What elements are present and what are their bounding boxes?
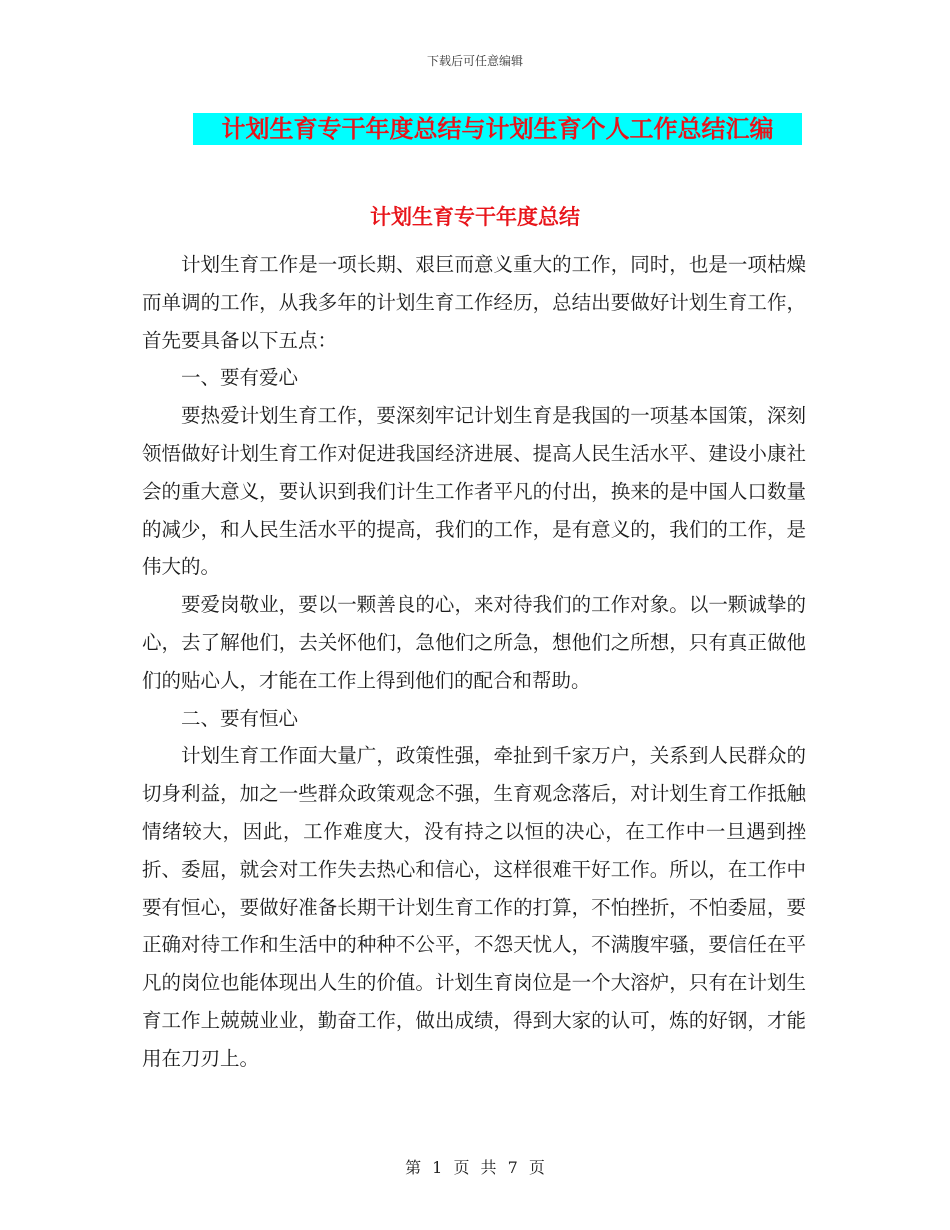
heading-perseverance: 二、要有恒心 [181, 706, 299, 730]
paragraph-intro: 计划生育工作是一项长期、艰巨而意义重大的工作，同时，也是一项枯燥而单调的工作，从我多年的计划生育工作经历，总结出要做好计划生育工作，首先要具备以下五点： [142, 253, 806, 352]
paragraph-perseverance: 计划生育工作面大量广，政策性强，牵扯到千家万户，关系到人民群众的切身利益，加之一些群众政策观念不强，生育观念落后，对计划生育工作抵触情绪较大，因此，工作难度大，没有持之以恒的决心，在工作中一旦遇到挫折、委屈，就会对工作失去热心和信心，这样很难干好工作。所以，在工作中要有恒心，要做好准备长期干计划生育工作的打算，不怕挫折，不怕委屈，要正确对待工作和生活中的种种不公平，不怨天忧人，不满腹牢骚，要信任在平凡的岗位也能体现出人生的价值。计划生育岗位是一个大溶炉，只有在计划生育工作上兢兢业业，勤奋工作，做出成绩，得到大家的认可，炼的好钢，才能用在刀刃上。 [142, 744, 806, 1070]
heading-love: 一、要有爱心 [181, 366, 299, 390]
paragraph-love-2: 要爱岗敬业，要以一颗善良的心，来对待我们的工作对象。以一颗诚挚的心，去了解他们，去关怀他们，急他们之所急，想他们之所想，只有真正做他们的贴心人，才能在工作上得到他们的配合和帮助。 [142, 593, 806, 692]
page-footer: 第 1 页 共 7 页 [405, 1158, 545, 1177]
section-title: 计划生育专干年度总结 [370, 205, 580, 229]
paragraph-love-1: 要热爱计划生育工作，要深刻牢记计划生育是我国的一项基本国策，深刻领悟做好计划生育工作对促进我国经济进展、提高人民生活水平、建设小康社会的重大意义，要认识到我们计生工作者平凡的付出，换来的是中国人口数量的减少，和人民生活水平的提高，我们的工作，是有意义的，我们的工作，是伟大的。 [142, 404, 806, 579]
document-title: 计划生育专干年度总结与计划生育个人工作总结汇编 [193, 113, 802, 145]
page-header: 下载后可任意编辑 [426, 54, 523, 68]
document-body [142, 246, 806, 1078]
